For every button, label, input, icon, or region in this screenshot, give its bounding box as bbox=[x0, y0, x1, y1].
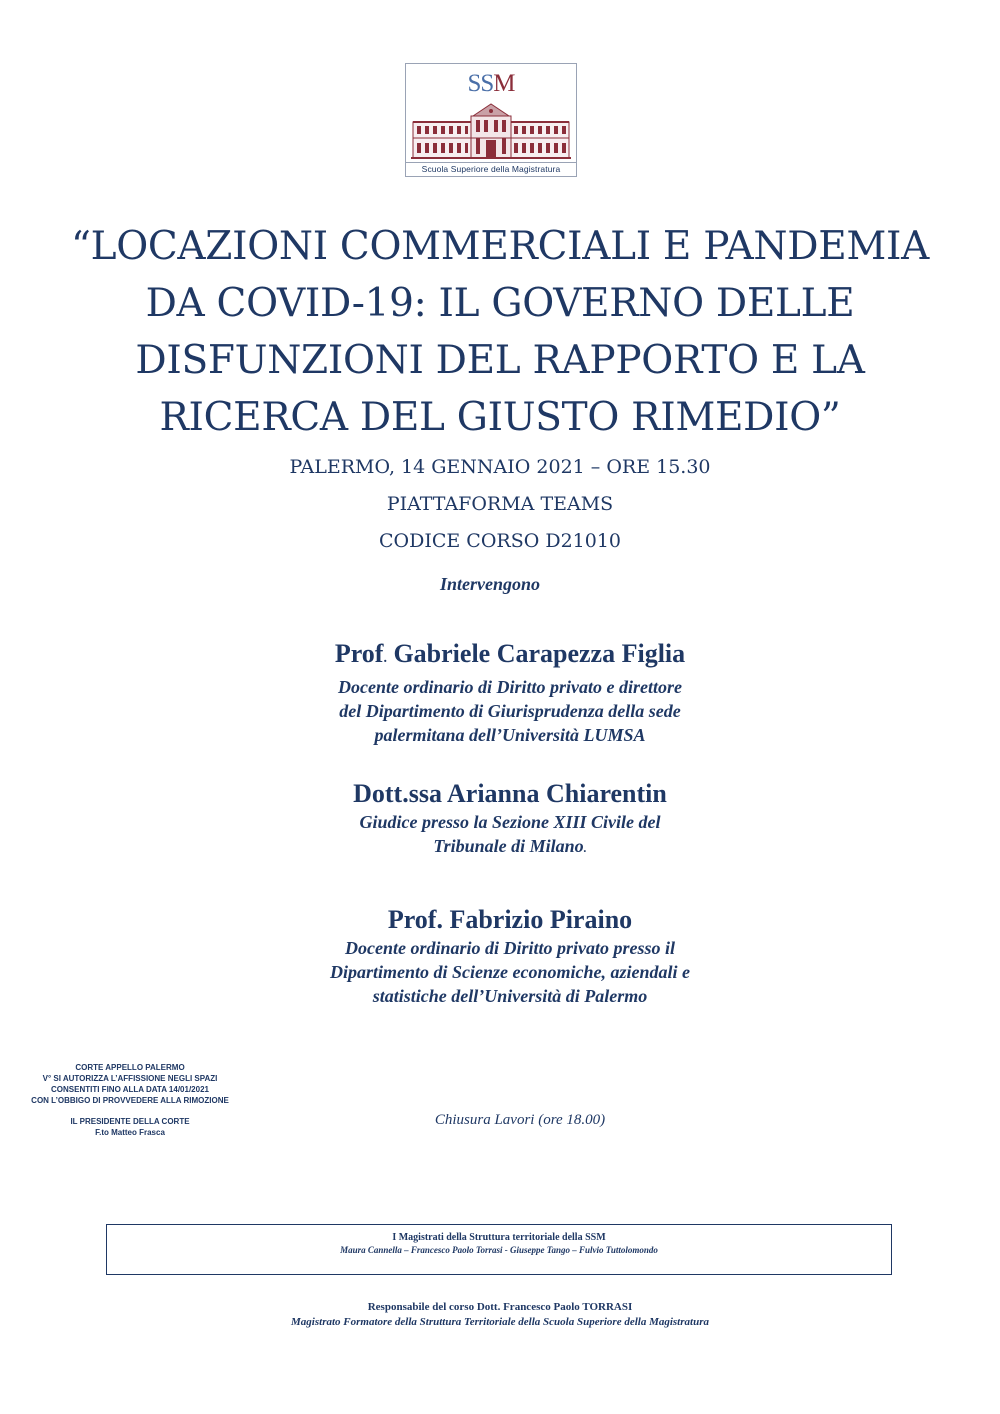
logo-caption: Scuola Superiore della Magistratura bbox=[406, 162, 576, 176]
speaker-role: palermitana dell’Università LUMSA bbox=[374, 725, 646, 745]
stamp-signature-line: IL PRESIDENTE DELLA CORTE bbox=[70, 1117, 190, 1126]
speaker-role-text: Tribunale di Milano bbox=[433, 836, 584, 856]
speaker-carapezza-figlia bbox=[200, 638, 820, 747]
stamp-line: CON L’OBBIGO DI PROVVEDERE ALLA RIMOZIONE bbox=[31, 1096, 229, 1105]
speaker-title-dot: . bbox=[383, 651, 387, 666]
building-icon bbox=[409, 100, 573, 162]
stamp-line: V° SI AUTORIZZA L’AFFISSIONE NEGLI SPAZI bbox=[42, 1074, 218, 1083]
logo-mark bbox=[406, 70, 576, 98]
title-line: RICERCA DEL GIUSTO RIMEDIO” bbox=[159, 395, 841, 440]
speaker-name bbox=[200, 638, 820, 675]
stamp-line: CORTE APPELLO PALERMO bbox=[75, 1063, 185, 1072]
speaker-role: Docente ordinario di Diritto privato presso il bbox=[344, 938, 675, 958]
title-line: DA COVID-19: IL GOVERNO DELLE bbox=[145, 281, 855, 326]
speaker-role bbox=[200, 834, 820, 860]
speaker-role-dot: . bbox=[583, 841, 587, 855]
organizers-heading: I Magistrati della Struttura territoriale della SSM bbox=[392, 1232, 606, 1243]
speakers-heading: Intervengono bbox=[439, 574, 540, 594]
organizers-box bbox=[106, 1224, 892, 1275]
course-responsible bbox=[100, 1300, 900, 1330]
speaker-fullname: Gabriele Carapezza Figlia bbox=[393, 639, 686, 668]
logo-mark-m: M bbox=[493, 70, 515, 97]
title-line: “LOCAZIONI COMMERCIALI E PANDEMIA bbox=[70, 224, 929, 269]
speaker-role: del Dipartimento di Giurisprudenza della sede bbox=[339, 701, 681, 721]
stamp-signature-line: F.to Matteo Frasca bbox=[95, 1128, 165, 1137]
closing-time: Chiusura Lavori (ore 18.00) bbox=[434, 1112, 606, 1128]
speaker-role: Docente ordinario di Diritto privato e direttore bbox=[338, 677, 682, 697]
speaker-name: Dott.ssa Arianna Chiarentin bbox=[353, 779, 667, 808]
event-date: PALERMO, 14 GENNAIO 2021 – ORE 15.30 bbox=[289, 456, 711, 478]
speaker-name: Prof. Fabrizio Piraino bbox=[387, 905, 633, 934]
course-code: CODICE CORSO D21010 bbox=[378, 530, 622, 552]
speaker-role: Dipartimento di Scienze economiche, aziendali e bbox=[330, 962, 690, 982]
logo-mark-ss: SS bbox=[467, 70, 494, 97]
stamp-line: CONSENTITI FINO ALLA DATA 14/01/2021 bbox=[51, 1085, 209, 1094]
organizers-names: Maura Cannella – Francesco Paolo Torrasi - Giuseppe Tango – Fulvio Tuttolomondo bbox=[340, 1245, 658, 1255]
responsible-role: Magistrato Formatore della Struttura Territoriale della Scuola Superiore della Magistratura bbox=[291, 1316, 709, 1328]
speaker-piraino bbox=[200, 904, 820, 1008]
event-platform: PIATTAFORMA TEAMS bbox=[386, 493, 614, 515]
title-line: DISFUNZIONI DEL RAPPORTO E LA bbox=[135, 338, 865, 383]
court-authorization-stamp bbox=[20, 1062, 240, 1138]
speaker-role: statistiche dell’Università di Palermo bbox=[372, 986, 648, 1006]
speaker-chiarentin bbox=[200, 778, 820, 860]
speaker-role: Giudice presso la Sezione XIII Civile del bbox=[359, 812, 661, 832]
responsible-name: Responsabile del corso Dott. Francesco Paolo TORRASI bbox=[367, 1301, 633, 1313]
speaker-title: Prof bbox=[334, 639, 384, 668]
event-title bbox=[40, 218, 960, 446]
ssm-logo bbox=[405, 63, 577, 177]
